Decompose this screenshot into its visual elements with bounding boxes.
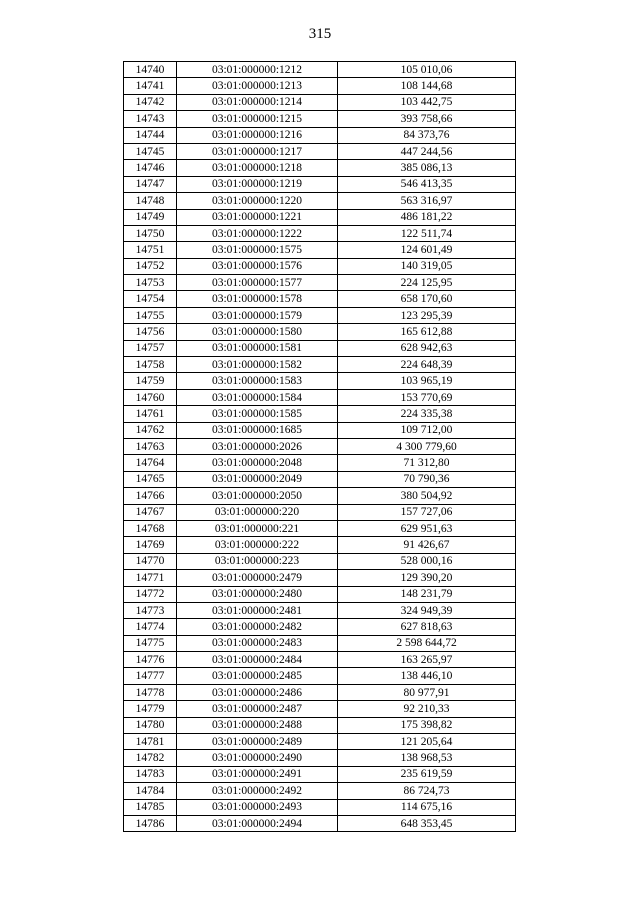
row-number-cell: 14749 xyxy=(124,209,177,225)
row-number-cell: 14785 xyxy=(124,799,177,815)
row-number-cell: 14755 xyxy=(124,307,177,323)
row-number-cell: 14747 xyxy=(124,176,177,192)
row-number-cell: 14780 xyxy=(124,717,177,733)
cadastral-value-cell: 109 712,00 xyxy=(338,422,516,438)
table-row xyxy=(124,176,516,192)
cadastral-number-cell: 03:01:000000:221 xyxy=(177,520,338,536)
row-number-cell: 14764 xyxy=(124,455,177,471)
cadastral-number-cell: 03:01:000000:2480 xyxy=(177,586,338,602)
cadastral-number-cell: 03:01:000000:2483 xyxy=(177,635,338,651)
table-row xyxy=(124,815,516,831)
cadastral-value-cell: 486 181,22 xyxy=(338,209,516,225)
table-row xyxy=(124,340,516,356)
cadastral-number-cell: 03:01:000000:2494 xyxy=(177,815,338,831)
cadastral-value-cell: 114 675,16 xyxy=(338,799,516,815)
table-row xyxy=(124,275,516,291)
row-number-cell: 14786 xyxy=(124,815,177,831)
table-row xyxy=(124,635,516,651)
cadastral-number-cell: 03:01:000000:1212 xyxy=(177,62,338,78)
cadastral-number-cell: 03:01:000000:1215 xyxy=(177,111,338,127)
cadastral-number-cell: 03:01:000000:1219 xyxy=(177,176,338,192)
cadastral-value-cell: 103 442,75 xyxy=(338,94,516,110)
row-number-cell: 14765 xyxy=(124,471,177,487)
table-row xyxy=(124,799,516,815)
cadastral-number-cell: 03:01:000000:2489 xyxy=(177,734,338,750)
row-number-cell: 14779 xyxy=(124,701,177,717)
cadastral-value-cell: 224 648,39 xyxy=(338,357,516,373)
table-row xyxy=(124,193,516,209)
cadastral-number-cell: 03:01:000000:2493 xyxy=(177,799,338,815)
table-row xyxy=(124,586,516,602)
cadastral-value-cell: 124 601,49 xyxy=(338,242,516,258)
table-row xyxy=(124,258,516,274)
cadastral-number-cell: 03:01:000000:2490 xyxy=(177,750,338,766)
table-body xyxy=(124,62,516,832)
table-row xyxy=(124,471,516,487)
cadastral-number-cell: 03:01:000000:2488 xyxy=(177,717,338,733)
cadastral-number-cell: 03:01:000000:2048 xyxy=(177,455,338,471)
cadastral-value-cell: 546 413,35 xyxy=(338,176,516,192)
row-number-cell: 14751 xyxy=(124,242,177,258)
table-row xyxy=(124,783,516,799)
cadastral-number-cell: 03:01:000000:223 xyxy=(177,553,338,569)
row-number-cell: 14742 xyxy=(124,94,177,110)
cadastral-value-cell: 103 965,19 xyxy=(338,373,516,389)
cadastral-value-cell: 92 210,33 xyxy=(338,701,516,717)
cadastral-value-table xyxy=(123,61,516,832)
cadastral-value-cell: 324 949,39 xyxy=(338,602,516,618)
row-number-cell: 14763 xyxy=(124,438,177,454)
row-number-cell: 14776 xyxy=(124,652,177,668)
cadastral-value-cell: 563 316,97 xyxy=(338,193,516,209)
row-number-cell: 14750 xyxy=(124,225,177,241)
cadastral-number-cell: 03:01:000000:2492 xyxy=(177,783,338,799)
row-number-cell: 14758 xyxy=(124,357,177,373)
cadastral-number-cell: 03:01:000000:1582 xyxy=(177,357,338,373)
table-row xyxy=(124,209,516,225)
cadastral-value-cell: 224 125,95 xyxy=(338,275,516,291)
cadastral-value-cell: 528 000,16 xyxy=(338,553,516,569)
cadastral-number-cell: 03:01:000000:1685 xyxy=(177,422,338,438)
table-row xyxy=(124,438,516,454)
cadastral-value-cell: 71 312,80 xyxy=(338,455,516,471)
cadastral-value-cell: 4 300 779,60 xyxy=(338,438,516,454)
cadastral-value-cell: 658 170,60 xyxy=(338,291,516,307)
table-row xyxy=(124,455,516,471)
cadastral-value-cell: 2 598 644,72 xyxy=(338,635,516,651)
table-row xyxy=(124,62,516,78)
cadastral-value-cell: 80 977,91 xyxy=(338,684,516,700)
cadastral-number-cell: 03:01:000000:1581 xyxy=(177,340,338,356)
cadastral-number-cell: 03:01:000000:1584 xyxy=(177,389,338,405)
table-row xyxy=(124,422,516,438)
row-number-cell: 14781 xyxy=(124,734,177,750)
table-row xyxy=(124,373,516,389)
cadastral-number-cell: 03:01:000000:1216 xyxy=(177,127,338,143)
table-row xyxy=(124,537,516,553)
cadastral-value-cell: 138 968,53 xyxy=(338,750,516,766)
row-number-cell: 14777 xyxy=(124,668,177,684)
table-row xyxy=(124,553,516,569)
table-row xyxy=(124,619,516,635)
table-row xyxy=(124,160,516,176)
row-number-cell: 14746 xyxy=(124,160,177,176)
table-row xyxy=(124,127,516,143)
cadastral-number-cell: 03:01:000000:2050 xyxy=(177,488,338,504)
row-number-cell: 14771 xyxy=(124,570,177,586)
table-row xyxy=(124,570,516,586)
row-number-cell: 14745 xyxy=(124,143,177,159)
table-row xyxy=(124,520,516,536)
cadastral-value-cell: 165 612,88 xyxy=(338,324,516,340)
cadastral-value-cell: 70 790,36 xyxy=(338,471,516,487)
cadastral-value-cell: 148 231,79 xyxy=(338,586,516,602)
table-row xyxy=(124,307,516,323)
cadastral-value-cell: 393 758,66 xyxy=(338,111,516,127)
cadastral-number-cell: 03:01:000000:1577 xyxy=(177,275,338,291)
table-row xyxy=(124,291,516,307)
page-number: 315 xyxy=(308,26,332,42)
cadastral-value-cell: 157 727,06 xyxy=(338,504,516,520)
cadastral-number-cell: 03:01:000000:1213 xyxy=(177,78,338,94)
table-row xyxy=(124,766,516,782)
cadastral-number-cell: 03:01:000000:2484 xyxy=(177,652,338,668)
table-row xyxy=(124,488,516,504)
row-number-cell: 14762 xyxy=(124,422,177,438)
cadastral-value-cell: 84 373,76 xyxy=(338,127,516,143)
cadastral-value-cell: 629 951,63 xyxy=(338,520,516,536)
row-number-cell: 14740 xyxy=(124,62,177,78)
cadastral-value-cell: 121 205,64 xyxy=(338,734,516,750)
cadastral-number-cell: 03:01:000000:2026 xyxy=(177,438,338,454)
row-number-cell: 14768 xyxy=(124,520,177,536)
cadastral-number-cell: 03:01:000000:2485 xyxy=(177,668,338,684)
cadastral-value-cell: 628 942,63 xyxy=(338,340,516,356)
cadastral-value-cell: 175 398,82 xyxy=(338,717,516,733)
cadastral-number-cell: 03:01:000000:1580 xyxy=(177,324,338,340)
cadastral-number-cell: 03:01:000000:2479 xyxy=(177,570,338,586)
table-row xyxy=(124,143,516,159)
table-row xyxy=(124,652,516,668)
cadastral-number-cell: 03:01:000000:1579 xyxy=(177,307,338,323)
row-number-cell: 14772 xyxy=(124,586,177,602)
cadastral-number-cell: 03:01:000000:1575 xyxy=(177,242,338,258)
cadastral-value-cell: 380 504,92 xyxy=(338,488,516,504)
row-number-cell: 14775 xyxy=(124,635,177,651)
cadastral-number-cell: 03:01:000000:2491 xyxy=(177,766,338,782)
table-row xyxy=(124,225,516,241)
cadastral-number-cell: 03:01:000000:1585 xyxy=(177,406,338,422)
row-number-cell: 14754 xyxy=(124,291,177,307)
row-number-cell: 14782 xyxy=(124,750,177,766)
row-number-cell: 14760 xyxy=(124,389,177,405)
table-row xyxy=(124,684,516,700)
row-number-cell: 14769 xyxy=(124,537,177,553)
cadastral-value-cell: 224 335,38 xyxy=(338,406,516,422)
cadastral-number-cell: 03:01:000000:1578 xyxy=(177,291,338,307)
cadastral-value-cell: 122 511,74 xyxy=(338,225,516,241)
row-number-cell: 14774 xyxy=(124,619,177,635)
row-number-cell: 14784 xyxy=(124,783,177,799)
row-number-cell: 14741 xyxy=(124,78,177,94)
cadastral-value-cell: 140 319,05 xyxy=(338,258,516,274)
table-row xyxy=(124,504,516,520)
cadastral-number-cell: 03:01:000000:1221 xyxy=(177,209,338,225)
row-number-cell: 14773 xyxy=(124,602,177,618)
row-number-cell: 14759 xyxy=(124,373,177,389)
cadastral-number-cell: 03:01:000000:1222 xyxy=(177,225,338,241)
row-number-cell: 14743 xyxy=(124,111,177,127)
cadastral-number-cell: 03:01:000000:222 xyxy=(177,537,338,553)
row-number-cell: 14752 xyxy=(124,258,177,274)
row-number-cell: 14778 xyxy=(124,684,177,700)
table-row xyxy=(124,734,516,750)
cadastral-number-cell: 03:01:000000:1583 xyxy=(177,373,338,389)
cadastral-number-cell: 03:01:000000:1218 xyxy=(177,160,338,176)
cadastral-number-cell: 03:01:000000:2481 xyxy=(177,602,338,618)
cadastral-value-cell: 163 265,97 xyxy=(338,652,516,668)
cadastral-value-cell: 153 770,69 xyxy=(338,389,516,405)
row-number-cell: 14770 xyxy=(124,553,177,569)
cadastral-value-cell: 385 086,13 xyxy=(338,160,516,176)
cadastral-value-cell: 123 295,39 xyxy=(338,307,516,323)
row-number-cell: 14761 xyxy=(124,406,177,422)
cadastral-number-cell: 03:01:000000:1576 xyxy=(177,258,338,274)
cadastral-number-cell: 03:01:000000:2482 xyxy=(177,619,338,635)
table-row xyxy=(124,324,516,340)
table-row xyxy=(124,242,516,258)
table-row xyxy=(124,111,516,127)
cadastral-value-cell: 235 619,59 xyxy=(338,766,516,782)
table-row xyxy=(124,357,516,373)
cadastral-value-cell: 648 353,45 xyxy=(338,815,516,831)
table-row xyxy=(124,406,516,422)
cadastral-value-cell: 91 426,67 xyxy=(338,537,516,553)
cadastral-number-cell: 03:01:000000:1220 xyxy=(177,193,338,209)
cadastral-value-cell: 105 010,06 xyxy=(338,62,516,78)
cadastral-number-cell: 03:01:000000:1214 xyxy=(177,94,338,110)
row-number-cell: 14767 xyxy=(124,504,177,520)
table-row xyxy=(124,78,516,94)
table-row xyxy=(124,389,516,405)
cadastral-value-cell: 627 818,63 xyxy=(338,619,516,635)
cadastral-value-cell: 447 244,56 xyxy=(338,143,516,159)
row-number-cell: 14748 xyxy=(124,193,177,209)
table-row xyxy=(124,668,516,684)
row-number-cell: 14766 xyxy=(124,488,177,504)
cadastral-number-cell: 03:01:000000:220 xyxy=(177,504,338,520)
row-number-cell: 14757 xyxy=(124,340,177,356)
table-row xyxy=(124,94,516,110)
cadastral-value-cell: 86 724,73 xyxy=(338,783,516,799)
table-row xyxy=(124,701,516,717)
cadastral-number-cell: 03:01:000000:2486 xyxy=(177,684,338,700)
table-row xyxy=(124,602,516,618)
cadastral-value-cell: 108 144,68 xyxy=(338,78,516,94)
row-number-cell: 14756 xyxy=(124,324,177,340)
table-row xyxy=(124,750,516,766)
cadastral-number-cell: 03:01:000000:1217 xyxy=(177,143,338,159)
row-number-cell: 14753 xyxy=(124,275,177,291)
cadastral-value-cell: 138 446,10 xyxy=(338,668,516,684)
table-row xyxy=(124,717,516,733)
cadastral-number-cell: 03:01:000000:2049 xyxy=(177,471,338,487)
cadastral-value-cell: 129 390,20 xyxy=(338,570,516,586)
row-number-cell: 14744 xyxy=(124,127,177,143)
cadastral-number-cell: 03:01:000000:2487 xyxy=(177,701,338,717)
row-number-cell: 14783 xyxy=(124,766,177,782)
